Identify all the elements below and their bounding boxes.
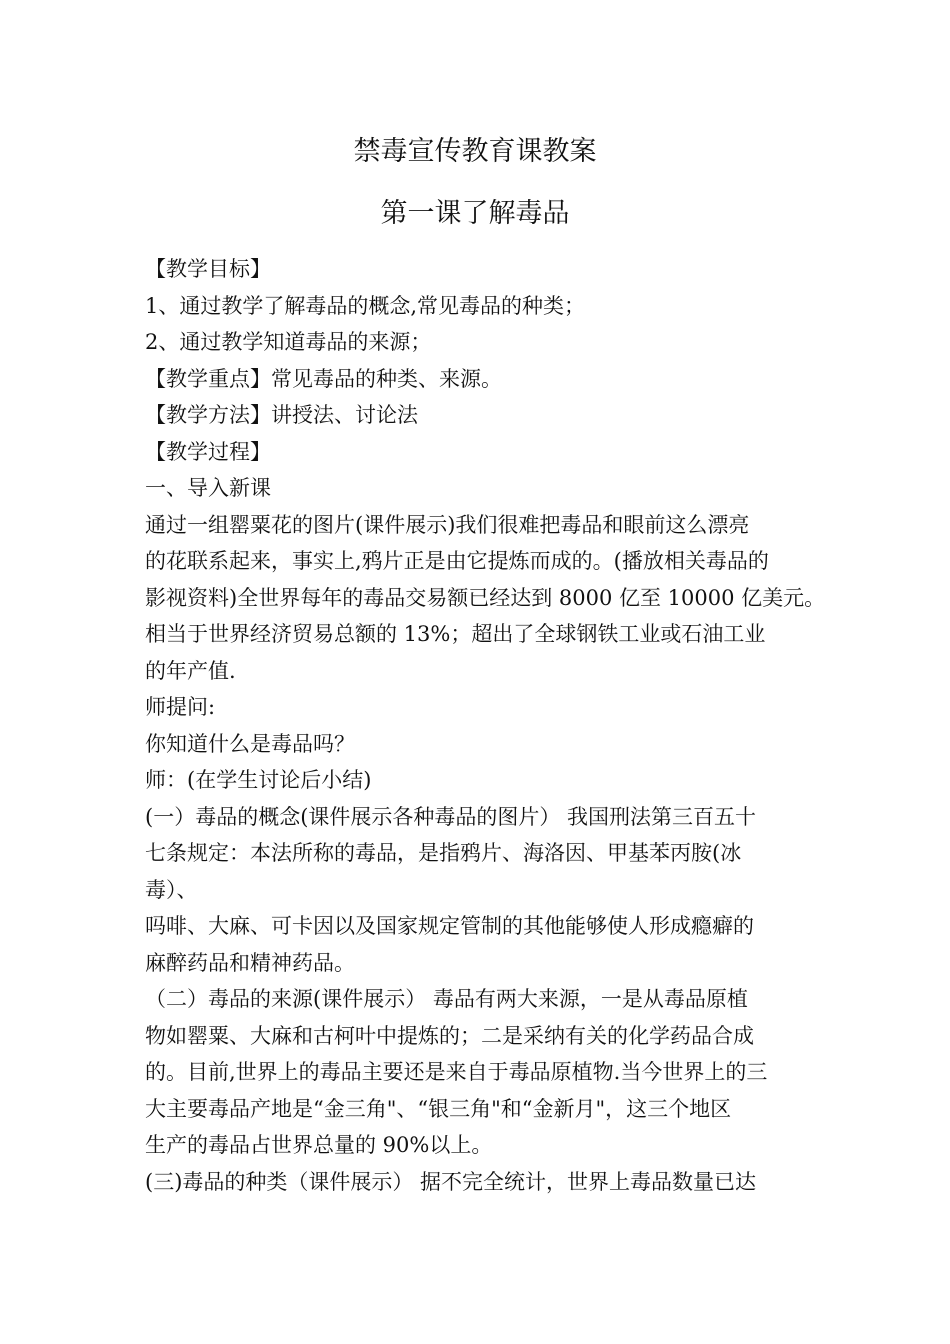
paragraph-line: 物如罂粟、大麻和古柯叶中提炼的；二是采纳有关的化学药品合成 [145, 1023, 754, 1048]
paragraph-line: 影视资料)全世界每年的毒品交易额已经达到 8000 亿至 10000 亿美元。 [145, 585, 825, 610]
paragraph-line: 的年产值. [145, 658, 236, 683]
heading-teaching-process: 【教学过程】 [145, 439, 271, 464]
paragraph-line: 通过一组罂粟花的图片(课件展示)我们很难把毒品和眼前这么漂亮 [145, 512, 750, 537]
teacher-question: 你知道什么是毒品吗？ [145, 731, 355, 756]
paragraph-line: 的花联系起来，事实上,鸦片正是由它提炼而成的。(播放相关毒品的 [145, 549, 769, 573]
objective-1: 1、通过教学了解毒品的概念,常见毒品的种类； [145, 293, 586, 318]
paragraph-line: 生产的毒品占世界总量的 90%以上。 [145, 1133, 493, 1157]
teacher-question-label: 师提问: [145, 695, 216, 719]
paragraph-line: 吗啡、大麻、可卡因以及国家规定管制的其他能够使人形成瘾癖的 [145, 914, 754, 938]
document-body [145, 251, 825, 1200]
teaching-methods: 【教学方法】讲授法、讨论法 [145, 403, 418, 427]
heading-teaching-objectives: 【教学目标】 [145, 257, 271, 281]
paragraph-line: 相当于世界经济贸易总额的 13%；超出了全球钢铁工业或石油工业 [145, 622, 766, 646]
paragraph-line: （二）毒品的来源(课件展示） 毒品有两大来源，一是从毒品原植 [145, 987, 748, 1011]
paragraph-line: (三)毒品的种类（课件展示） 据不完全统计，世界上毒品数量已达 [145, 1169, 757, 1194]
paragraph-line: 大主要毒品产地是“金三角"、“银三角"和“金新月"，这三个地区 [145, 1096, 732, 1121]
objective-2: 2、通过教学知道毒品的来源； [145, 330, 432, 354]
section-introduction: 一、导入新课 [145, 476, 271, 500]
paragraph-line: 的。目前,世界上的毒品主要还是来自于毒品原植物.当今世界上的三 [145, 1060, 768, 1084]
paragraph-line: 七条规定：本法所称的毒品，是指鸦片、海洛因、甲基苯丙胺(冰 [145, 841, 742, 865]
document-title: 禁毒宣传教育课教案 [353, 136, 597, 167]
teacher-summary-label: 师：(在学生讨论后小结) [145, 768, 372, 792]
paragraph-line: 麻醉药品和精神药品。 [145, 950, 355, 975]
lesson-title: 第一课了解毒品 [380, 198, 570, 229]
teaching-focus: 【教学重点】常见毒品的种类、来源。 [145, 366, 502, 391]
paragraph-line: (一）毒品的概念(课件展示各种毒品的图片） 我国刑法第三百五十 [145, 804, 757, 829]
paragraph-line: 毒）、 [145, 877, 198, 902]
